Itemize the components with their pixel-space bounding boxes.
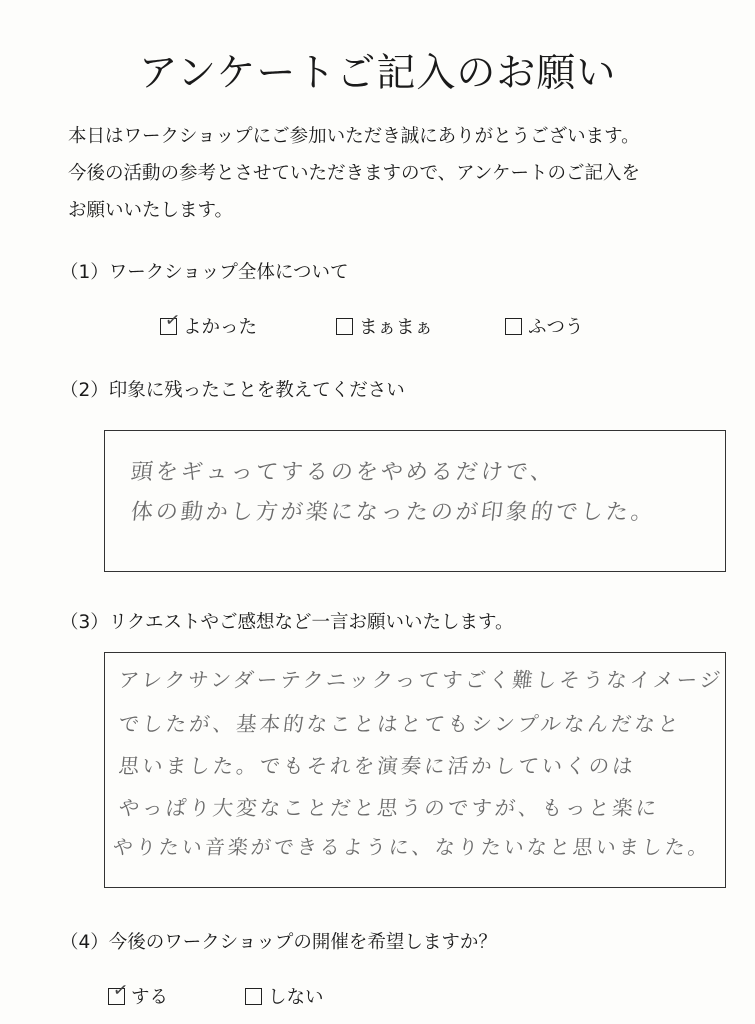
checkbox-unchecked[interactable] [336, 318, 353, 335]
checkbox-unchecked[interactable] [505, 318, 522, 335]
checkbox-checked[interactable] [108, 978, 130, 1005]
handwritten-line: 思いました。でもそれを演奏に活かしていくのは [117, 754, 638, 778]
q1-option-label: まぁまぁ [359, 317, 434, 338]
answer-box-q3[interactable] [104, 652, 726, 888]
handwritten-line: アレクサンダーテクニックってすごく難しそうなイメージ [117, 668, 725, 692]
checkmark-icon: ✓ [163, 308, 182, 332]
q1-option-okay[interactable] [336, 313, 433, 339]
question-1-label: （1）ワークショップ全体について [60, 262, 349, 283]
intro-line: お願いいたします。 [68, 200, 234, 221]
handwritten-line: やりたい音楽ができるように、なりたいなと思いました。 [111, 835, 713, 859]
intro-line: 今後の活動の参考とさせていただきますので、アンケートのご記入を [68, 163, 641, 184]
question-4-label: （4）今後のワークショップの開催を希望しますか？ [60, 932, 497, 953]
q4-option-label: しない [268, 987, 324, 1008]
q1-option-normal[interactable] [505, 313, 584, 339]
question-3-label: （3）リクエストやご感想など一言お願いいたします。 [60, 612, 514, 633]
intro-text [68, 118, 728, 229]
handwritten-line: でしたが、基本的なことはとてもシンプルなんだなと [117, 712, 683, 736]
checkmark-icon: ✓ [111, 978, 130, 1002]
intro-line: 本日はワークショップにご参加いただき誠にありがとうございます。 [68, 126, 640, 147]
page-title: アンケートご記入のお願い [138, 51, 617, 96]
q4-option-label: する [131, 987, 169, 1008]
q1-option-good[interactable] [160, 308, 258, 339]
handwritten-line: 頭をギュってするのをやめるだけで、 [129, 460, 557, 485]
checkbox-unchecked[interactable] [245, 988, 262, 1005]
q4-option-no[interactable] [245, 983, 324, 1009]
handwritten-line: やっぱり大変なことだと思うのですが、もっと楽に [117, 796, 661, 820]
q1-option-label: ふつう [528, 317, 584, 338]
answer-box-q2[interactable] [104, 430, 726, 572]
q4-option-yes[interactable] [108, 978, 169, 1009]
checkbox-checked[interactable] [160, 308, 182, 335]
handwritten-line: 体の動かし方が楽になったのが印象的でした。 [129, 500, 658, 525]
question-2-label: （2）印象に残ったことを教えてください [60, 380, 405, 401]
q1-option-label: よかった [183, 317, 258, 338]
